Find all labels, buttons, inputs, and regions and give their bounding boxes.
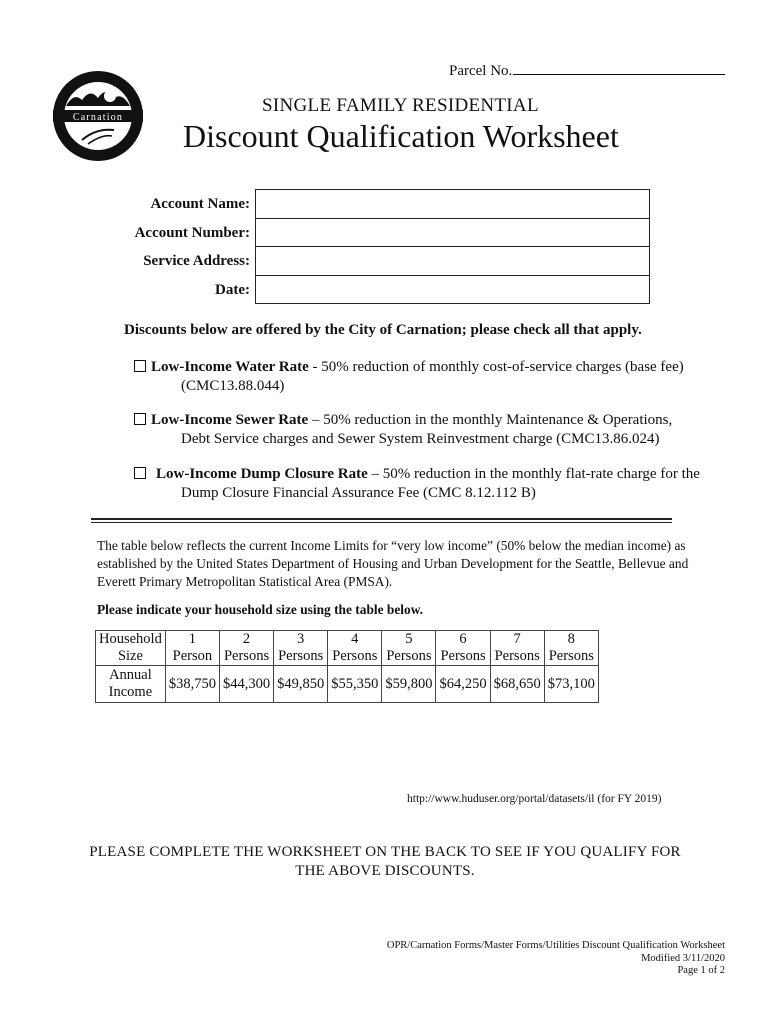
income-cell: $68,650 xyxy=(490,666,544,703)
table-row xyxy=(96,631,599,666)
footer-path: OPR/Carnation Forms/Master Forms/Utilities Discount Qualification Worksheet xyxy=(386,940,725,951)
household-size-8[interactable]: 8 Persons xyxy=(544,631,598,666)
household-size-2[interactable]: 2 Persons xyxy=(219,631,273,666)
discount-intro: Discounts below are offered by the City of Carnation; please check all that apply. xyxy=(124,322,642,338)
page-title: Discount Qualification Worksheet xyxy=(183,118,619,154)
section-divider xyxy=(91,518,672,523)
discount-option-dump xyxy=(134,465,700,503)
footer-modified: Modified 3/11/2020 xyxy=(641,952,725,964)
discount-option-water xyxy=(134,358,684,396)
income-cell: $38,750 xyxy=(165,666,219,703)
water-rate-desc: - 50% reduction of monthly cost-of-service charges (base fee) xyxy=(308,359,684,375)
household-size-5[interactable]: 5 Persons xyxy=(382,631,436,666)
household-size-3[interactable]: 3 Persons xyxy=(274,631,328,666)
dump-rate-desc: – 50% reduction in the monthly flat-rate charge for the xyxy=(367,466,700,482)
account-name-field[interactable] xyxy=(256,190,649,219)
date-field[interactable] xyxy=(256,276,649,304)
sewer-rate-desc: – 50% reduction in the monthly Maintenance & Operations, xyxy=(308,412,673,428)
sewer-rate-detail: Debt Service charges and Sewer System Reinvestment charge (CMC13.86.024) xyxy=(181,431,660,447)
income-description: The table below reflects the current Income Limits for “very low income” (50% below the median income) as established by the United States Department of Housing and Urban Development for the Seattle, Bellevue and Everett Primary Metropolitan Statistical Area (PMSA). xyxy=(97,538,689,589)
household-size-7[interactable]: 7 Persons xyxy=(490,631,544,666)
service-address-field[interactable] xyxy=(256,247,649,276)
water-rate-code: (CMC13.88.044) xyxy=(181,378,285,394)
household-size-4[interactable]: 4 Persons xyxy=(328,631,382,666)
dump-rate-title: Low-Income Dump Closure Rate xyxy=(156,466,368,482)
income-prompt: Please indicate your household size using the table below. xyxy=(97,602,423,617)
account-number-label: Account Number: xyxy=(134,224,250,241)
carnation-logo xyxy=(52,70,144,162)
complete-note: PLEASE COMPLETE THE WORKSHEET ON THE BACK TO SEE IF YOU QUALIFY FOR THE ABOVE DISCOUNTS. xyxy=(89,844,681,879)
account-labels xyxy=(100,190,250,304)
income-cell: $55,350 xyxy=(328,666,382,703)
sewer-rate-checkbox[interactable] xyxy=(134,413,146,425)
account-number-field[interactable] xyxy=(256,219,649,248)
account-name-label: Account Name: xyxy=(150,196,250,212)
date-label: Date: xyxy=(215,281,250,298)
footer-page: Page 1 of 2 xyxy=(677,965,725,976)
parcel-input[interactable] xyxy=(513,60,725,75)
sewer-rate-title: Low-Income Sewer Rate xyxy=(151,412,309,428)
page-footer xyxy=(380,940,725,978)
income-cell: $49,850 xyxy=(274,666,328,703)
parcel-label: Parcel No. xyxy=(449,63,513,79)
income-cell: $44,300 xyxy=(219,666,273,703)
discount-option-sewer xyxy=(134,411,672,449)
water-rate-title: Low-Income Water Rate xyxy=(151,359,309,375)
annual-income-header: Annual Income xyxy=(96,666,166,703)
household-size-6[interactable]: 6 Persons xyxy=(436,631,490,666)
account-fields xyxy=(255,189,650,304)
page-subtitle: SINGLE FAMILY RESIDENTIAL xyxy=(262,95,539,116)
income-cell: $64,250 xyxy=(436,666,490,703)
dump-rate-detail: Dump Closure Financial Assurance Fee (CMC 8.12.112 B) xyxy=(181,485,536,501)
dump-rate-checkbox[interactable] xyxy=(134,467,146,479)
table-row xyxy=(96,666,599,703)
income-cell: $59,800 xyxy=(382,666,436,703)
income-limits-table xyxy=(95,630,599,703)
household-size-1[interactable]: 1 Person xyxy=(165,631,219,666)
parcel-number xyxy=(449,60,725,80)
household-size-header: Household Size xyxy=(96,631,166,666)
service-address-label: Service Address: xyxy=(143,253,250,269)
logo-text: Carnation xyxy=(72,112,124,123)
source-link[interactable]: http://www.huduser.org/portal/datasets/il (for FY 2019) xyxy=(407,793,662,805)
income-cell: $73,100 xyxy=(544,666,598,703)
water-rate-checkbox[interactable] xyxy=(134,360,146,372)
